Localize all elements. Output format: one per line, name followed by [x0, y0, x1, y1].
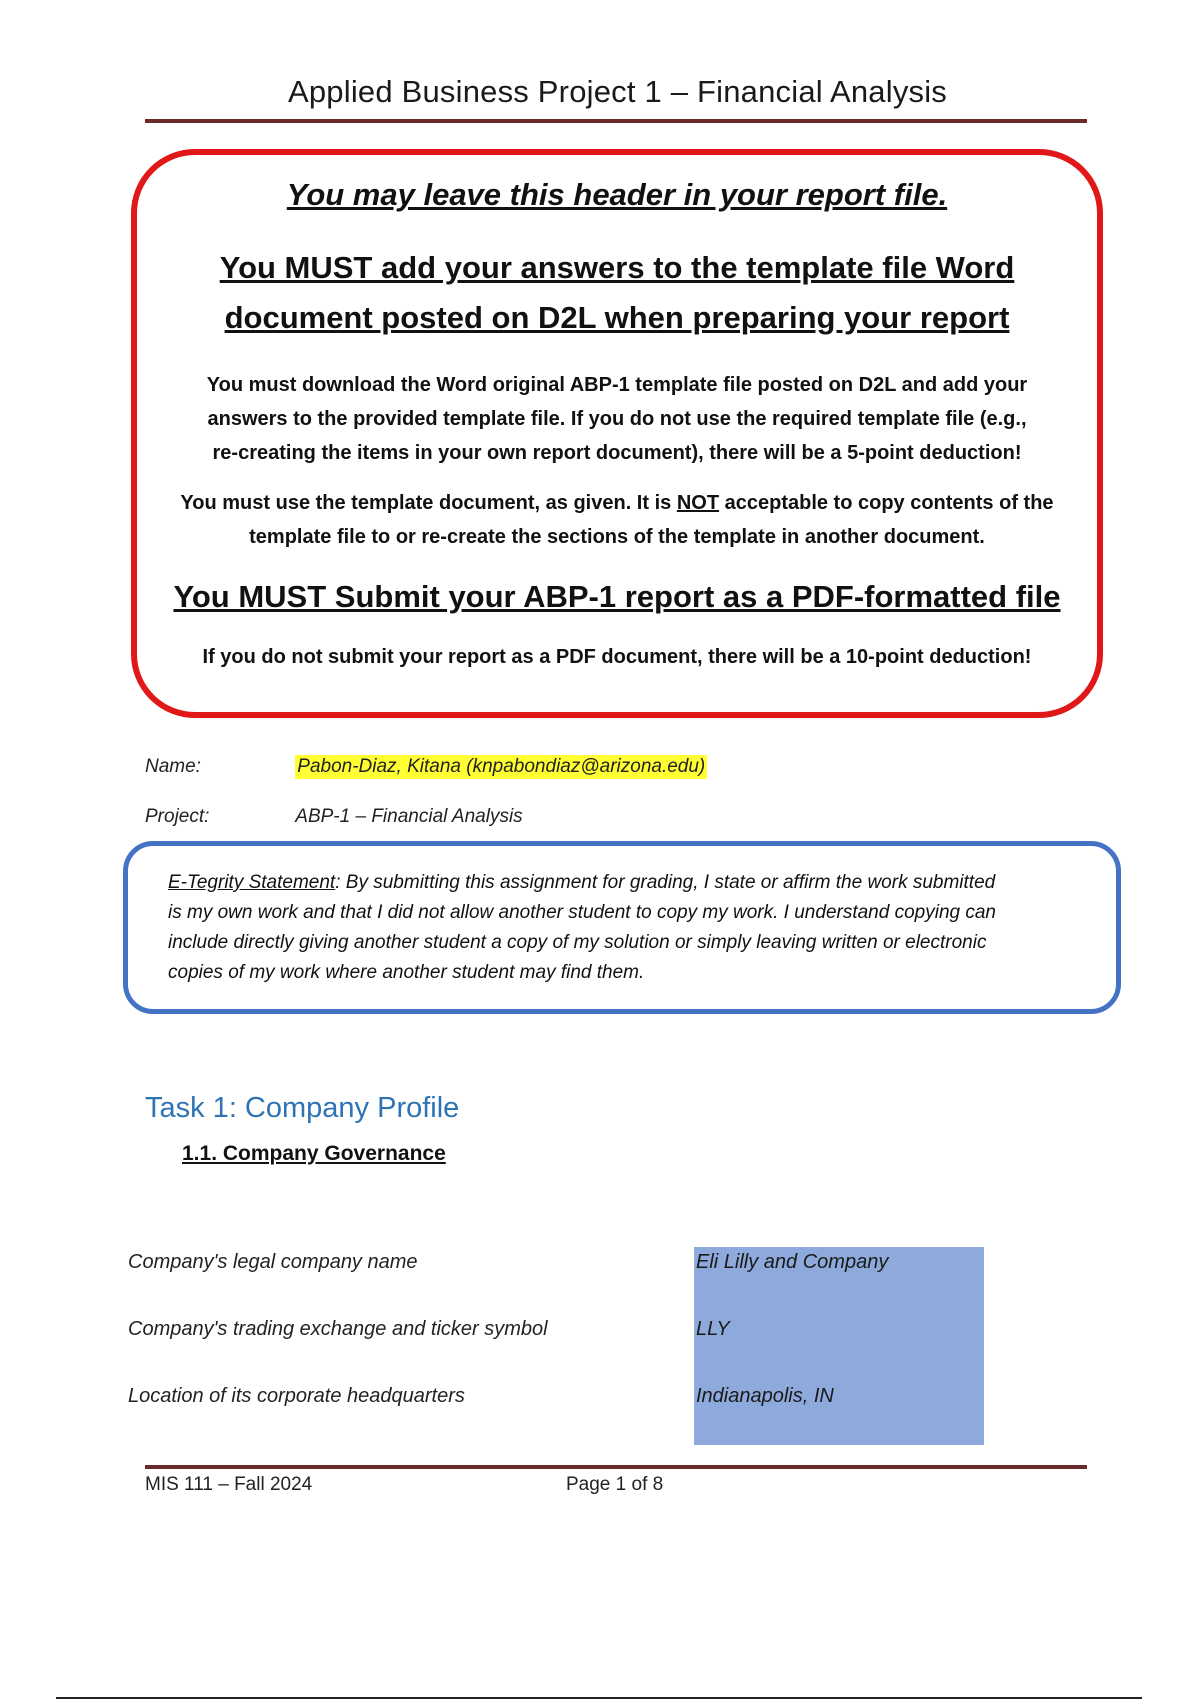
integrity-colon: : [335, 872, 341, 893]
name-value: Pabon-Diaz, Kitana (knpabondiaz@arizona.edu) [297, 756, 706, 777]
header-rule [145, 119, 1087, 123]
notice-paragraph-pdf-deduction: If you do not submit your report as a PDF document, there will be a 10-point deduction! [202, 646, 1032, 668]
notice-para1-line2: answers to the provided template file. If you do not use the required template file (e.g., [207, 408, 1027, 430]
table-row [128, 1385, 988, 1425]
integrity-line4: copies of my work where another student may find them. [168, 962, 645, 983]
integrity-line1 [168, 868, 1076, 898]
integrity-statement-box [123, 841, 1121, 1014]
notice-heading-template-line1: You MUST add your answers to the template file Word [219, 250, 1015, 285]
answer-ticker[interactable]: LLY [696, 1318, 730, 1340]
question-ticker: Company's trading exchange and ticker symbol [128, 1318, 548, 1340]
page-end-divider [56, 1697, 1142, 1699]
notice-paragraph-use-template [137, 486, 1097, 554]
integrity-label: E-Tegrity Statement [168, 872, 336, 893]
governance-table [128, 1247, 988, 1445]
name-label: Name: [145, 756, 201, 777]
notice-heading-header: You may leave this header in your report file. [286, 177, 948, 212]
company-governance-subheading: 1.1. Company Governance [182, 1142, 446, 1165]
integrity-line1-text: By submitting this assignment for grading, I state or affirm the work submitted [340, 872, 996, 893]
table-row [128, 1318, 988, 1358]
footer-course: MIS 111 – Fall 2024 [145, 1474, 313, 1495]
integrity-line3: include directly giving another student a copy of my solution or simply leaving written or electronic [168, 932, 987, 953]
answer-headquarters[interactable]: Indianapolis, IN [696, 1385, 834, 1407]
notice-para2-line1-end: acceptable to copy contents of the [719, 492, 1054, 514]
page-title: Applied Business Project 1 – Financial Analysis [287, 74, 948, 109]
question-headquarters: Location of its corporate headquarters [128, 1385, 465, 1407]
answer-legal-name[interactable]: Eli Lilly and Company [696, 1251, 889, 1273]
question-legal-name: Company's legal company name [128, 1251, 418, 1273]
notice-para2-line1 [137, 486, 1097, 520]
project-label: Project: [145, 806, 210, 827]
project-value: ABP-1 – Financial Analysis [295, 806, 523, 827]
notice-not-emphasis: NOT [676, 492, 720, 514]
notice-heading-template [137, 243, 1097, 343]
notice-box [131, 149, 1103, 718]
notice-heading-pdf: You MUST Submit your ABP-1 report as a PDF-formatted file [173, 579, 1061, 614]
notice-paragraph-download [137, 368, 1097, 470]
footer-page-number: Page 1 of 8 [566, 1474, 664, 1495]
footer-rule [145, 1465, 1087, 1469]
table-row [128, 1251, 988, 1291]
task1-heading: Task 1: Company Profile [145, 1092, 460, 1124]
notice-para1-line3: re-creating the items in your own report document), there will be a 5-point deduction! [212, 442, 1022, 464]
project-row [145, 806, 523, 828]
name-row [145, 755, 707, 779]
integrity-line2: is my own work and that I did not allow another student to copy my work. I understand copying can [168, 902, 996, 923]
notice-para1-line1: You must download the Word original ABP-1 template file posted on D2L and add your [206, 374, 1028, 396]
notice-para2-line2: template file to or re-create the sections of the template in another document. [249, 526, 985, 548]
notice-para2-line1-start: You must use the template document, as given. It is [180, 492, 677, 514]
notice-heading-template-line2: document posted on D2L when preparing your report [224, 300, 1010, 335]
